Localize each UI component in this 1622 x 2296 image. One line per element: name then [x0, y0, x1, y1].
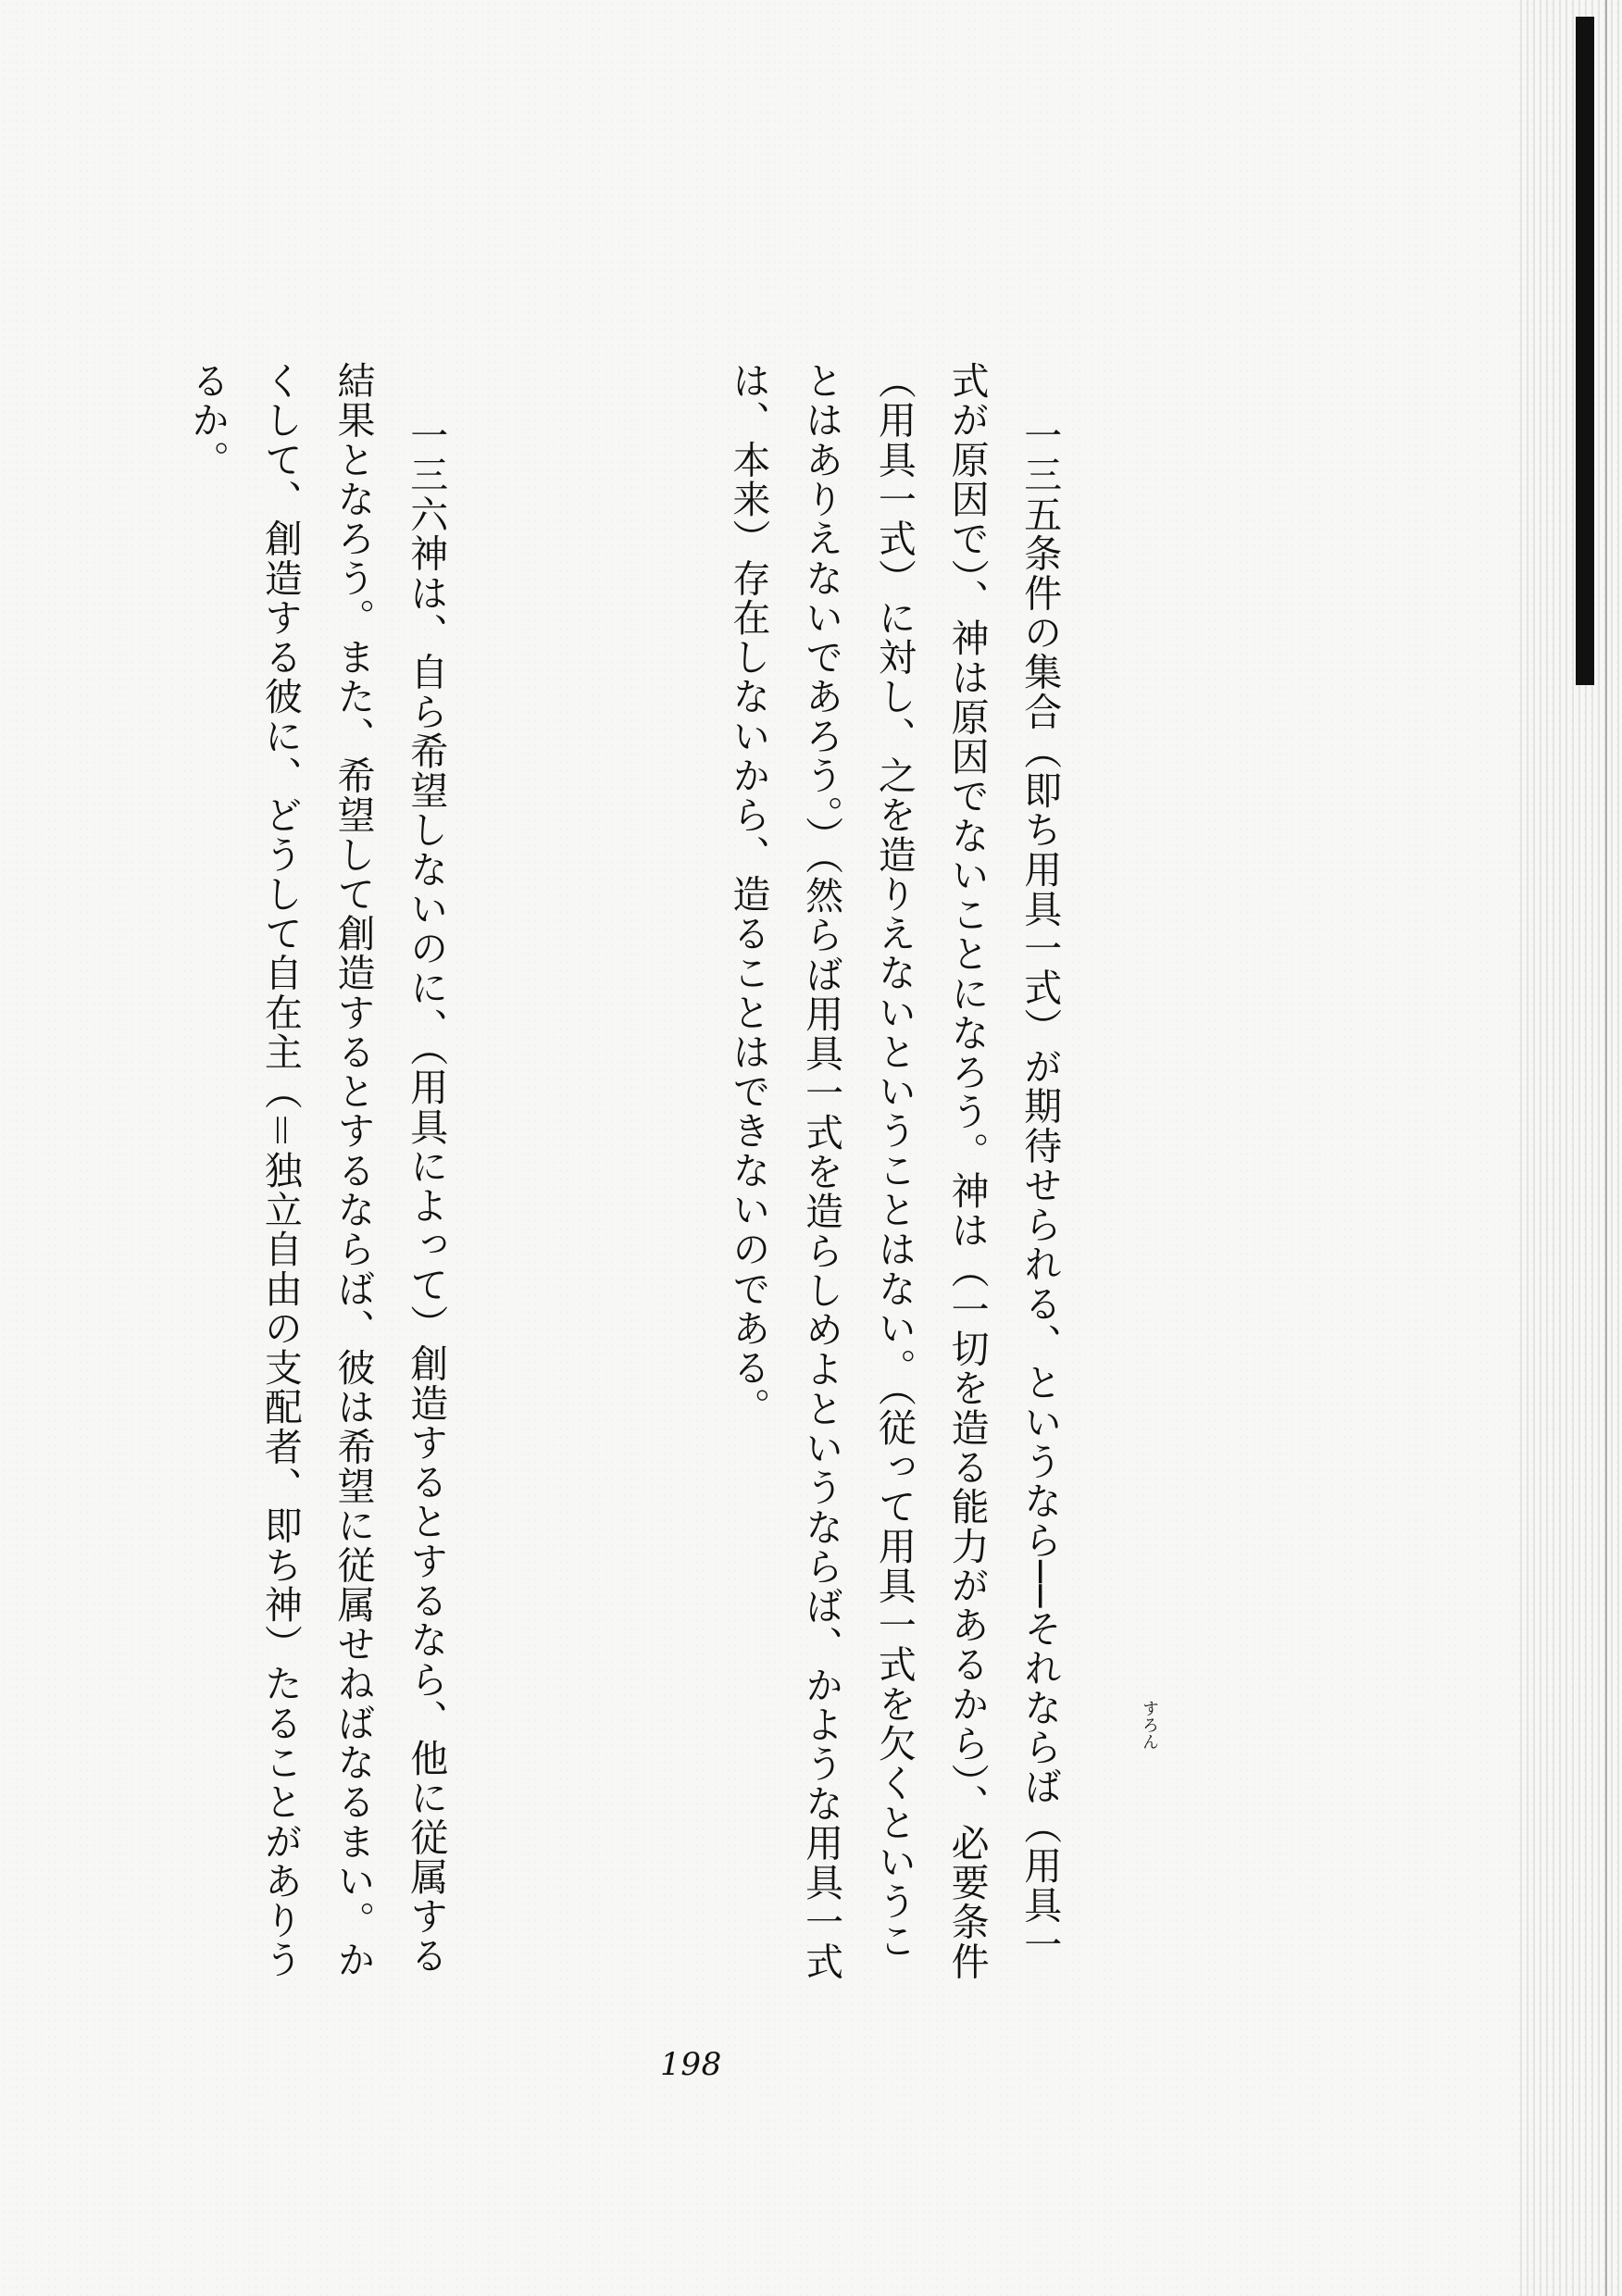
- verse-number-136: 一三六: [404, 415, 449, 534]
- page-number: 198: [660, 2046, 722, 2083]
- ruby-reading: すろん: [1140, 1700, 1159, 1750]
- binding-edge-line: [1605, 0, 1607, 2296]
- verse-text-135: 条件の集合（即ち用具一式）が期待せられる、というなら──それならば（用具一式が原因で）、神は原因でないことになろう。神は（一切を造る能力があるから）、必要条件（用具一式）に対し、之を造りえないということはない。（従って用具一式を欠くということはありえないであろう。）（然らば用具一式を造らしめよというならば、かような用具一式は、本来）存在しないから、造ることはできないのである。: [726, 361, 1063, 1981]
- binding-black-bar: [1576, 17, 1594, 685]
- verse-136: [98, 361, 535, 1990]
- verse-135: [639, 361, 1149, 1990]
- verse-number-135: 一三五: [1017, 415, 1063, 534]
- verse-text-136: 神は、自ら希望しないのに、（用具によって）創造するとするなら、他に従属する結果となろう。また、希望して創造するとするならば、彼は希望に従属せねばなるまい。かくして、創造する彼に、どうして自在主（＝独立自由の支配者、即ち神）たることがありうるか。: [185, 361, 449, 1980]
- vertical-page-text: [30, 361, 1187, 1990]
- book-binding-shadow: [1520, 0, 1622, 2296]
